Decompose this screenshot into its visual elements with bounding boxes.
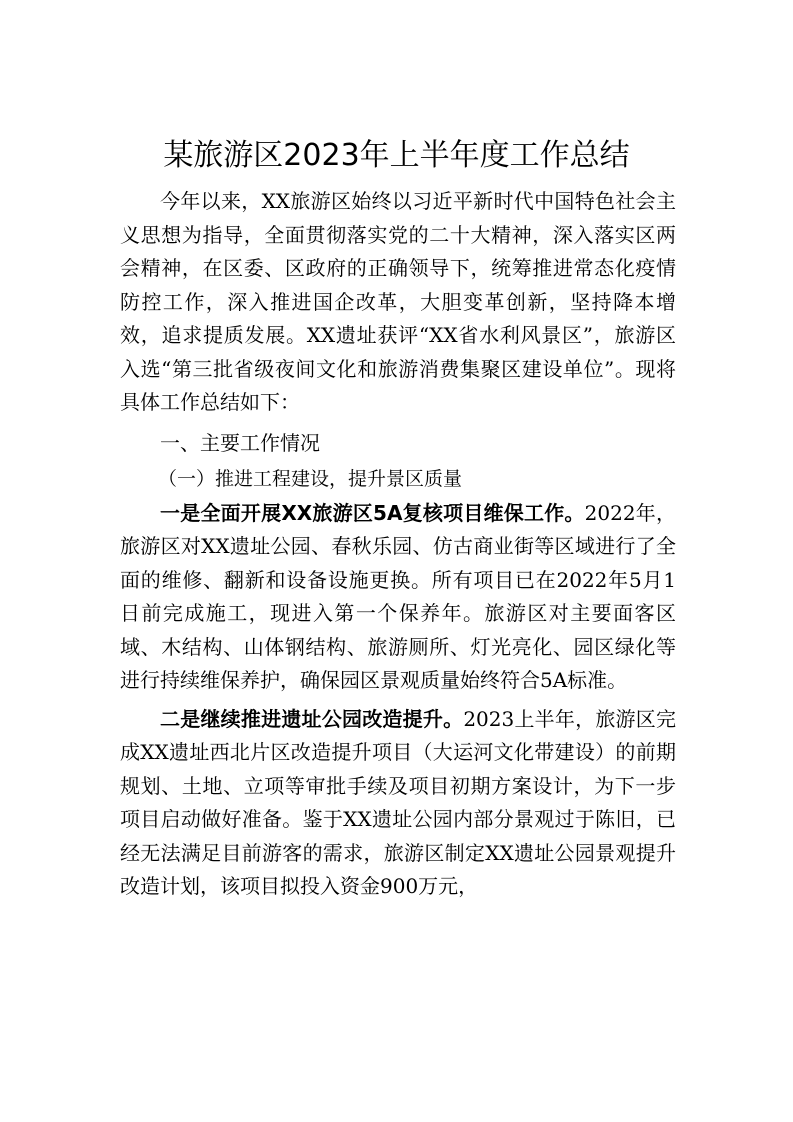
item-2-text: 2023上半年，旅游区完成XX遗址西北片区改造提升项目（大运河文化带建设）的前期规划、土地、立项等审批手续及项目初期方案设计，为下一步项目启动做好准备。鉴于XX遗址公园内部分景观过于陈旧，已经无法满足目前游客的需求，旅游区制定XX遗址公园景观提升改造计划，该项目拟投入资金900万元， (120, 706, 676, 898)
item-1-lead: 一是全面开展XX旅游区5A复核项目维保工作。 (160, 500, 585, 525)
subsection-heading-engineering: （一）推进工程建设，提升景区质量 (158, 467, 463, 490)
item-1-text: 2022年，旅游区对XX遗址公园、春秋乐园、仿古商业街等区域进行了全面的维修、翻新和设备设施更换。所有项目已在2022年5月1日前完成施工，现进入第一个保养年。旅游区对主要面客区域、木结构、山体钢结构、旅游厕所、灯光亮化、园区绿化等进行持续维保养护，确保园区景观质量始终符合5A标准。 (120, 500, 676, 692)
item-2-paragraph (120, 703, 676, 904)
item-1-paragraph (120, 497, 676, 698)
document-body (120, 185, 676, 904)
section-heading-main-work: 一、主要工作情况 (160, 430, 320, 455)
intro-paragraph: 今年以来，XX旅游区始终以习近平新时代中国特色社会主义思想为指导，全面贯彻落实党的二十大精神，深入落实区两会精神，在区委、区政府的正确领导下，统筹推进常态化疫情防控工作，深入推进国企改革，大胆变革创新，坚持降本增效，追求提质发展。XX遗址获评“XX省水利风景区”，旅游区入选“第三批省级夜间文化和旅游消费集聚区建设单位”。现将具体工作总结如下： (120, 189, 676, 414)
item-2-lead: 二是继续推进遗址公园改造提升。 (160, 706, 464, 731)
document-title: 某旅游区2023年上半年度工作总结 (163, 138, 630, 173)
